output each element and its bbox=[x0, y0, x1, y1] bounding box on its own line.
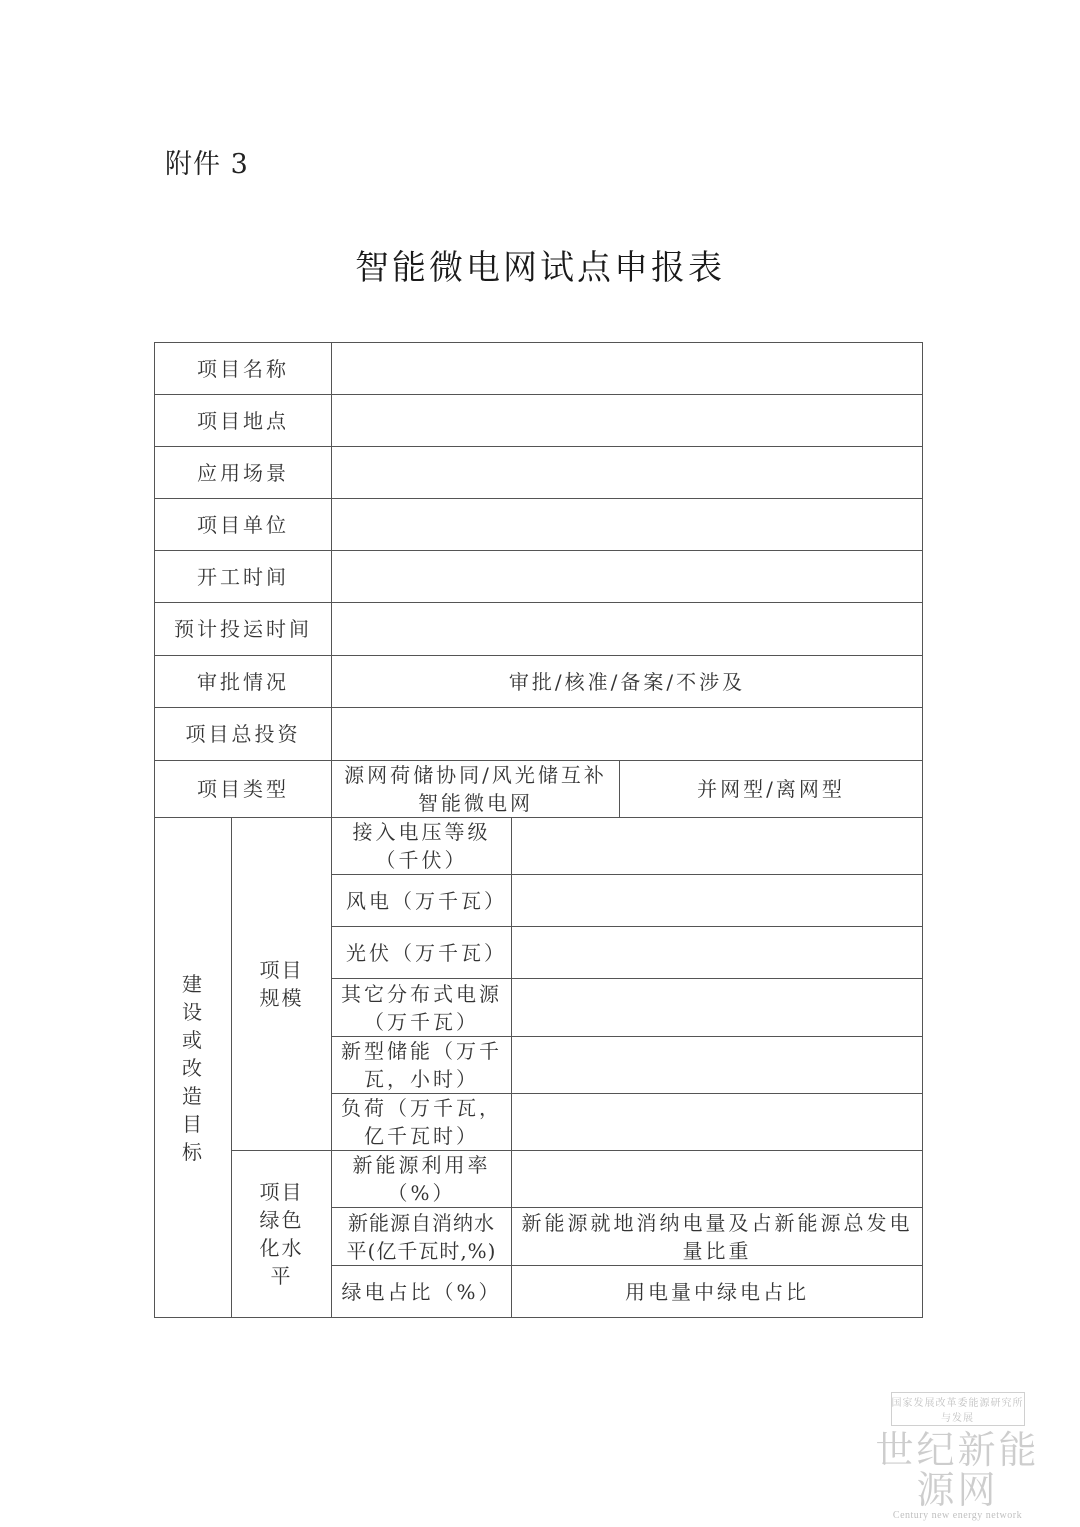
label-voltage-level: 接入电压等级（千伏） bbox=[332, 818, 512, 875]
label-renewable-utilization: 新能源利用率（%） bbox=[332, 1151, 512, 1208]
label-application-scenario: 应用场景 bbox=[155, 447, 332, 499]
field-other-distributed[interactable] bbox=[512, 979, 923, 1037]
field-wind-power[interactable] bbox=[512, 875, 923, 927]
label-approval-status: 审批情况 bbox=[155, 656, 332, 708]
row-total-investment bbox=[155, 708, 923, 761]
row-project-location bbox=[155, 395, 923, 447]
field-project-unit[interactable] bbox=[332, 499, 923, 551]
label-project-unit: 项目单位 bbox=[155, 499, 332, 551]
watermark-tag: 国家发展改革委能源研究所与发展 bbox=[891, 1392, 1025, 1426]
watermark bbox=[865, 1392, 1050, 1521]
row-voltage-level bbox=[155, 818, 923, 875]
field-photovoltaic[interactable] bbox=[512, 927, 923, 979]
field-voltage-level[interactable] bbox=[512, 818, 923, 875]
label-other-distributed: 其它分布式电源（万千瓦） bbox=[332, 979, 512, 1037]
field-approval-status[interactable]: 审批/核准/备案/不涉及 bbox=[332, 656, 923, 708]
row-approval-status bbox=[155, 656, 923, 708]
label-green-level: 项目绿色化水平 bbox=[232, 1151, 332, 1318]
row-start-time bbox=[155, 551, 923, 603]
label-expected-operation-time: 预计投运时间 bbox=[155, 603, 332, 656]
row-renewable-utilization bbox=[155, 1151, 923, 1208]
label-project-type: 项目类型 bbox=[155, 761, 332, 818]
field-project-type-option-b[interactable]: 并网型/离网型 bbox=[620, 761, 923, 818]
field-application-scenario[interactable] bbox=[332, 447, 923, 499]
row-project-type bbox=[155, 761, 923, 818]
field-expected-operation-time[interactable] bbox=[332, 603, 923, 656]
row-application-scenario bbox=[155, 447, 923, 499]
label-project-location: 项目地点 bbox=[155, 395, 332, 447]
field-project-name[interactable] bbox=[332, 343, 923, 395]
application-form-table bbox=[154, 342, 923, 1318]
field-new-storage[interactable] bbox=[512, 1037, 923, 1094]
field-total-investment[interactable] bbox=[332, 708, 923, 761]
row-expected-operation-time bbox=[155, 603, 923, 656]
row-project-unit bbox=[155, 499, 923, 551]
watermark-subtitle: Century new energy network bbox=[892, 1510, 1023, 1521]
label-wind-power: 风电（万千瓦） bbox=[332, 875, 512, 927]
field-load[interactable] bbox=[512, 1094, 923, 1151]
label-construction-targets: 建设或改造目标 bbox=[155, 818, 232, 1318]
label-green-power-share: 绿电占比（%） bbox=[332, 1266, 512, 1318]
field-green-power-share[interactable]: 用电量中绿电占比 bbox=[512, 1266, 923, 1318]
field-project-location[interactable] bbox=[332, 395, 923, 447]
label-total-investment: 项目总投资 bbox=[155, 708, 332, 761]
field-start-time[interactable] bbox=[332, 551, 923, 603]
form-title: 智能微电网试点申报表 bbox=[355, 248, 725, 288]
label-self-consumption: 新能源自消纳水平(亿千瓦时,%) bbox=[332, 1208, 512, 1266]
label-start-time: 开工时间 bbox=[155, 551, 332, 603]
field-project-type-option-a[interactable]: 源网荷储协同/风光储互补智能微电网 bbox=[332, 761, 620, 818]
watermark-logo-text: 世纪新能源网 bbox=[875, 1428, 1040, 1512]
label-load: 负荷（万千瓦，亿千瓦时） bbox=[332, 1094, 512, 1151]
label-new-storage: 新型储能（万千瓦，小时） bbox=[332, 1037, 512, 1094]
label-photovoltaic: 光伏（万千瓦） bbox=[332, 927, 512, 979]
label-project-name: 项目名称 bbox=[155, 343, 332, 395]
field-renewable-utilization[interactable] bbox=[512, 1151, 923, 1208]
label-project-scale: 项目规模 bbox=[232, 818, 332, 1151]
attachment-label: 附件 3 bbox=[165, 149, 249, 180]
field-self-consumption[interactable]: 新能源就地消纳电量及占新能源总发电量比重 bbox=[512, 1208, 923, 1266]
row-project-name bbox=[155, 343, 923, 395]
